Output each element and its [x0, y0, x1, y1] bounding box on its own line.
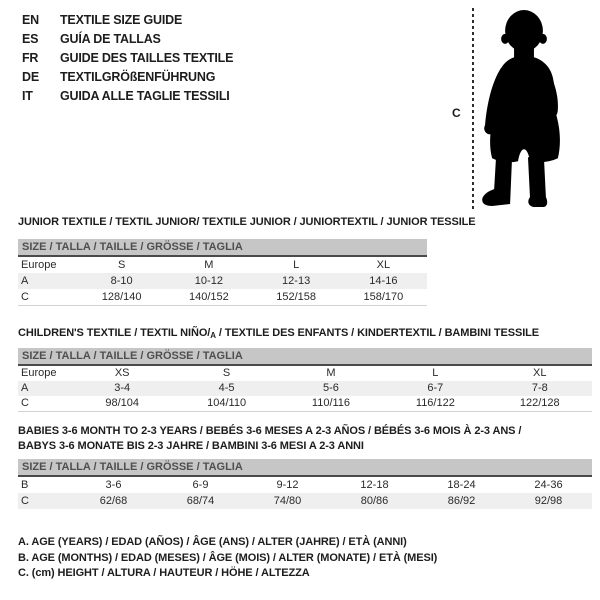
legend-line-c: C. (cm) HEIGHT / ALTURA / HAUTEUR / HÖHE / ALTEZZA [18, 567, 310, 579]
language-row-en [22, 11, 233, 30]
title-line: BABYS 3-6 MONATE BIS 2-3 JAHRE / BAMBINI 3-6 MESI A 2-3 ANNI [18, 440, 364, 452]
size-cell: L [432, 367, 439, 379]
table-row [18, 289, 427, 306]
language-code: ES [22, 32, 39, 46]
value-cell: 68/74 [186, 495, 215, 507]
value-cell: 3-4 [114, 382, 131, 394]
size-cell: XL [376, 259, 391, 271]
height-dashed-line [472, 8, 474, 209]
value-cell: 24-36 [534, 479, 563, 491]
language-title: GUIDE DES TAILLES TEXTILE [60, 51, 234, 65]
value-cell: 4-5 [218, 382, 235, 394]
legend-line-a: A. AGE (YEARS) / EDAD (AÑOS) / ÂGE (ANS) / ALTER (JAHRE) / ETÀ (ANNI) [18, 536, 407, 548]
value-cell: 9-12 [276, 479, 299, 491]
language-code: FR [22, 51, 39, 65]
language-list [22, 11, 233, 106]
table-row [18, 477, 592, 493]
value-cell: 5-6 [323, 382, 339, 394]
table-row [18, 381, 592, 396]
language-code: DE [22, 70, 39, 84]
value-cell: 14-16 [369, 275, 398, 287]
language-row-de [22, 68, 233, 87]
size-header-bar: SIZE / TALLA / TAILLE / GRÖSSE / TAGLIA [18, 459, 592, 477]
table-row [18, 493, 592, 509]
value-cell: 74/80 [273, 495, 302, 507]
value-cell: 98/104 [105, 397, 140, 409]
row-label: A [21, 275, 29, 287]
size-header-bar: SIZE / TALLA / TAILLE / GRÖSSE / TAGLIA [18, 348, 592, 366]
value-cell: 12-18 [360, 479, 389, 491]
measure-legend [18, 535, 437, 582]
row-label: A [21, 382, 29, 394]
language-title: GUÍA DE TALLAS [60, 32, 161, 46]
title-text: CHILDREN'S TEXTILE / TEXTIL NIÑO/ [18, 327, 211, 339]
title-text: / TEXTILE DES ENFANTS / KINDERTEXTIL / BAMBINI TESSILE [215, 327, 540, 339]
value-cell: 6-7 [427, 382, 444, 394]
row-label: C [21, 397, 29, 409]
children-table [18, 348, 592, 412]
table-row [18, 366, 592, 381]
size-cell: XS [114, 367, 130, 379]
value-cell: 7-8 [531, 382, 548, 394]
table-row [18, 257, 427, 273]
babies-table [18, 459, 592, 509]
size-header-bar: SIZE / TALLA / TAILLE / GRÖSSE / TAGLIA [18, 239, 427, 257]
size-cell: M [326, 367, 336, 379]
size-cell: XL [533, 367, 547, 379]
value-cell: 86/92 [447, 495, 476, 507]
size-cell: S [117, 259, 126, 271]
value-cell: 140/152 [188, 291, 229, 303]
language-row-fr [22, 49, 233, 68]
value-cell: 158/170 [363, 291, 404, 303]
size-cell: L [293, 259, 300, 271]
size-cell: M [204, 259, 214, 271]
value-cell: 110/116 [311, 397, 351, 409]
size-cell: S [222, 367, 231, 379]
table-row [18, 273, 427, 289]
language-title: TEXTILE SIZE GUIDE [60, 13, 183, 27]
language-row-it [22, 87, 233, 106]
language-code: IT [22, 89, 33, 103]
value-cell: 12-13 [282, 275, 311, 287]
value-cell: 92/98 [534, 495, 563, 507]
value-cell: 116/122 [415, 397, 455, 409]
row-label: C [21, 291, 29, 303]
language-code: EN [22, 13, 39, 27]
height-measure-label: C [452, 106, 461, 120]
title-subscript: A [210, 331, 216, 340]
value-cell: 128/140 [101, 291, 142, 303]
baby-silhouette-icon [480, 8, 572, 211]
table-row [18, 396, 592, 412]
language-title: TEXTILGRÖßENFÜHRUNG [60, 70, 216, 84]
value-cell: 152/158 [276, 291, 316, 303]
value-cell: 3-6 [105, 479, 122, 491]
junior-table-title: JUNIOR TEXTILE / TEXTIL JUNIOR/ TEXTILE JUNIOR / JUNIORTEXTIL / JUNIOR TESSILE [18, 216, 476, 228]
value-cell: 6-9 [192, 479, 209, 491]
babies-table-title [18, 424, 521, 454]
value-cell: 18-24 [447, 479, 476, 491]
language-row-es [22, 30, 233, 49]
row-label: B [21, 479, 29, 491]
row-label: Europe [21, 367, 57, 379]
junior-table [18, 239, 427, 306]
children-table-title [18, 326, 539, 343]
value-cell: 122/128 [519, 397, 560, 409]
value-cell: 10-12 [194, 275, 223, 287]
value-cell: 80/86 [360, 495, 389, 507]
row-label: C [21, 495, 29, 507]
title-line: BABIES 3-6 MONTH TO 2-3 YEARS / BEBÉS 3-6 MESES A 2-3 AÑOS / BÉBÉS 3-6 MOIS À 2-3 ANS / [18, 425, 522, 437]
value-cell: 104/110 [207, 397, 247, 409]
row-label: Europe [21, 259, 57, 271]
value-cell: 8-10 [110, 275, 133, 287]
legend-line-b: B. AGE (MONTHS) / EDAD (MESES) / ÂGE (MOIS) / ALTER (MONATE) / ETÀ (MESI) [18, 551, 438, 564]
value-cell: 62/68 [99, 495, 128, 507]
language-title: GUIDA ALLE TAGLIE TESSILI [60, 89, 230, 103]
